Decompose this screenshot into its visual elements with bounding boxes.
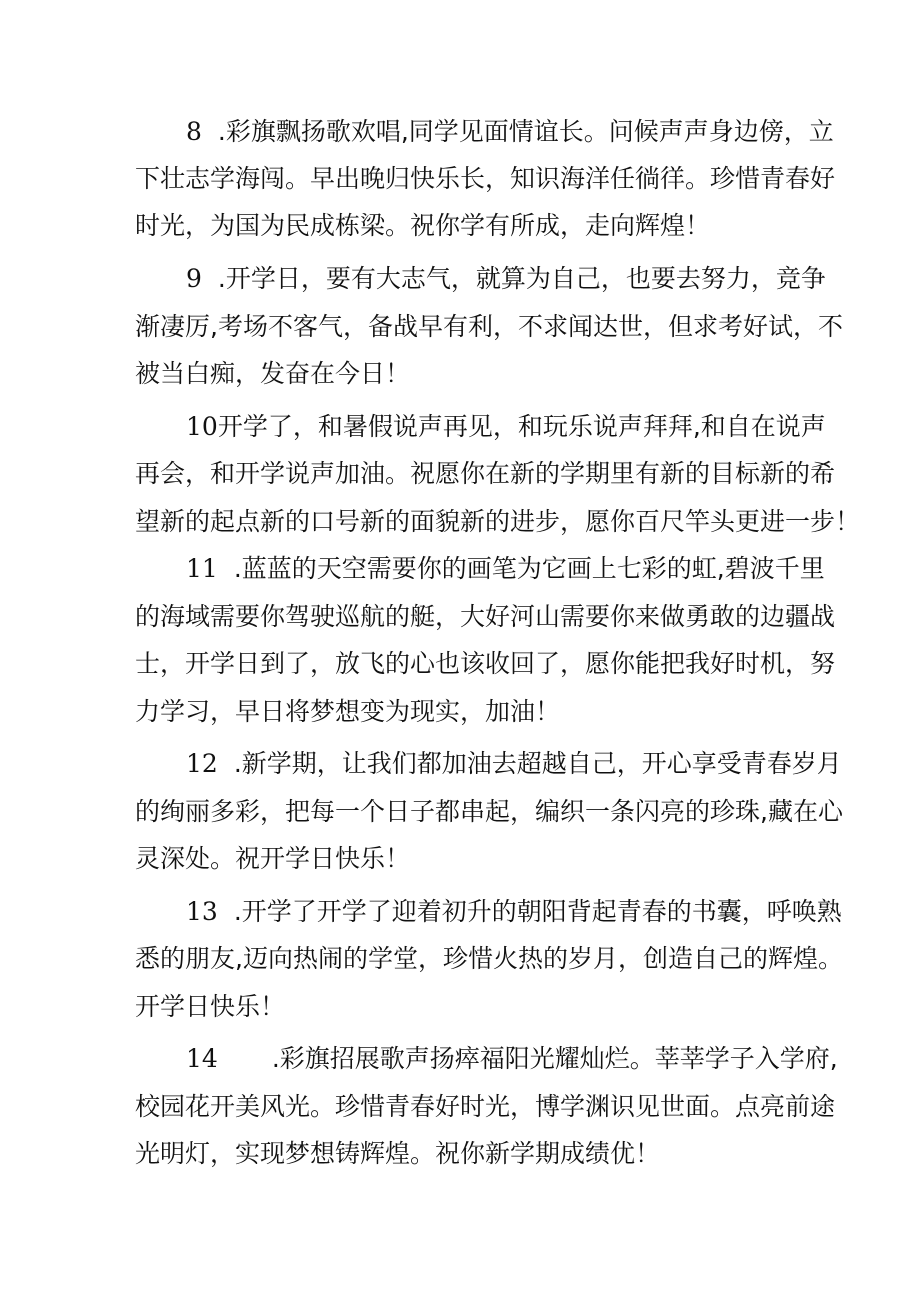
paragraph-number: 11 (186, 554, 218, 583)
paragraph-line (186, 263, 826, 295)
paragraph-line: 开学日快乐！ (135, 992, 286, 1021)
paragraph-line: 下壮志学海闯。早出晚归快乐长，知识海洋任徜徉。珍惜青春好 (135, 164, 836, 193)
paragraph-line (186, 553, 825, 585)
line-text: .彩旗招展歌声扬瘁福阳光耀灿烂。莘莘学子入学府, (271, 1044, 838, 1073)
paragraph-number: 14 (186, 1044, 218, 1073)
line-text: .开学了开学了迎着初升的朝阳背起青春的书囊，呼唤熟 (233, 897, 842, 926)
line-text: .开学日，要有大志气，就算为自己，也要去努力，竞争 (217, 264, 826, 293)
paragraph-line: 力学习，早日将梦想变为现实，加油！ (135, 697, 561, 726)
paragraph-line (186, 896, 842, 928)
paragraph-number: 8 (186, 117, 202, 146)
paragraph-line (186, 1043, 838, 1075)
paragraph-number: 9 (186, 264, 202, 293)
paragraph-line: 校园花开美风光。珍惜青春好时光，博学渊识见世面。点亮前途 (135, 1092, 836, 1121)
paragraph-number: 12 (186, 749, 218, 778)
paragraph-line (186, 116, 834, 148)
paragraph-line: 士，开学日到了，放飞的心也该收回了，愿你能把我好时机，努 (135, 649, 836, 678)
line-text: .蓝蓝的天空需要你的画笔为它画上七彩的虹,碧波千里 (233, 554, 825, 583)
paragraph-line: 再会，和开学说声加油。祝愿你在新的学期里有新的目标新的希 (135, 459, 836, 488)
paragraph-line: 望新的起点新的口号新的面貌新的进步，愿你百尺竿头更进一步！ (135, 507, 861, 536)
paragraph-line: 的绚丽多彩，把每一个日子都串起，编织一条闪亮的珍珠,藏在心 (135, 797, 843, 826)
paragraph-line (186, 411, 826, 443)
line-text: .彩旗飘扬歌欢唱,同学见面情谊长。问候声声身边傍，立 (217, 117, 834, 146)
paragraph-line: 被当白痴，发奋在今日！ (135, 359, 411, 388)
paragraph-line: 悉的朋友,迈向热闹的学堂，珍惜火热的岁月，创造自己的辉煌。 (135, 944, 843, 973)
paragraph-line: 灵深处。祝开学日快乐！ (135, 844, 411, 873)
paragraph-number: 13 (186, 897, 218, 926)
line-text: 开学了，和暑假说声再见，和玩乐说声拜拜,和自在说声 (217, 412, 826, 441)
paragraph-line: 光明灯，实现梦想铸辉煌。祝你新学期成绩优！ (135, 1139, 661, 1168)
paragraph-line: 的海域需要你驾驶巡航的艇，大好河山需要你来做勇敢的边疆战 (135, 602, 836, 631)
paragraph-line (186, 748, 842, 780)
paragraph-number: 10 (186, 412, 218, 441)
line-text: .新学期，让我们都加油去超越自己，开心享受青春岁月 (233, 749, 842, 778)
paragraph-line: 时光，为国为民成栋梁。祝你学有所成，走向辉煌！ (135, 211, 711, 240)
paragraph-line: 渐凄厉,考场不客气，备战早有利，不求闻达世，但求考好试，不 (135, 312, 843, 341)
